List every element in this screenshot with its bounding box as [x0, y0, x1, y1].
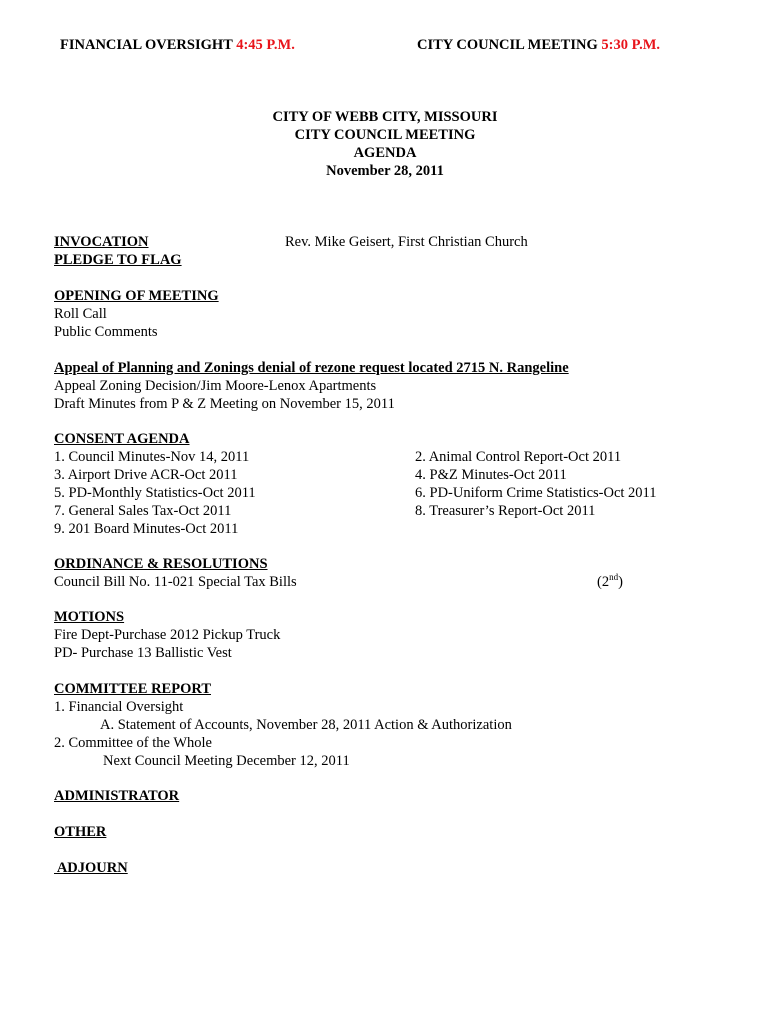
council-bill: Council Bill No. 11-021 Special Tax Bills: [54, 574, 297, 590]
appeal-heading: Appeal of Planning and Zonings denial of rezone request located 2715 N. Rangeline: [54, 360, 569, 376]
consent-item: 8. Treasurer’s Report-Oct 2011: [415, 503, 596, 519]
list-item: Draft Minutes from P & Z Meeting on November 15, 2011: [54, 396, 395, 412]
reading-sup: nd: [609, 572, 619, 583]
adjourn-heading: ADJOURN: [54, 860, 128, 876]
list-item: 1. Financial Oversight: [54, 699, 184, 715]
list-item: Fire Dept-Purchase 2012 Pickup Truck: [54, 627, 281, 643]
consent-item: 5. PD-Monthly Statistics-Oct 2011: [54, 485, 256, 501]
financial-oversight-time: 4:45 P.M.: [236, 37, 295, 53]
other-heading: OTHER: [54, 824, 107, 840]
consent-item: 6. PD-Uniform Crime Statistics-Oct 2011: [415, 485, 657, 501]
council-meeting-header: [417, 36, 660, 54]
reading-indicator: [597, 573, 623, 591]
invocation-heading: INVOCATION: [54, 234, 149, 250]
reading-close: ): [618, 574, 623, 590]
consent-heading: CONSENT AGENDA: [54, 431, 190, 447]
council-meeting-label: CITY COUNCIL MEETING: [417, 37, 602, 53]
list-item: Appeal Zoning Decision/Jim Moore-Lenox Apartments: [54, 378, 377, 394]
list-item: 2. Committee of the Whole: [54, 735, 212, 751]
agenda-title: AGENDA: [353, 145, 417, 161]
list-item: A. Statement of Accounts, November 28, 2011 Action & Authorization: [100, 717, 512, 733]
list-item: Public Comments: [54, 324, 158, 340]
consent-item: 9. 201 Board Minutes-Oct 2011: [54, 521, 239, 537]
city-title: CITY OF WEBB CITY, MISSOURI: [272, 109, 498, 125]
consent-item: 7. General Sales Tax-Oct 2011: [54, 503, 232, 519]
administrator-heading: ADMINISTRATOR: [54, 788, 180, 804]
reading-open: (2: [597, 574, 610, 590]
consent-item: 2. Animal Control Report-Oct 2011: [415, 449, 622, 465]
consent-item: 3. Airport Drive ACR-Oct 2011: [54, 467, 238, 483]
ordinance-heading: ORDINANCE & RESOLUTIONS: [54, 556, 268, 572]
invocation-speaker: Rev. Mike Geisert, First Christian Church: [285, 234, 528, 250]
meeting-title: CITY COUNCIL MEETING: [294, 127, 476, 143]
financial-oversight-header: [60, 36, 295, 54]
council-meeting-time: 5:30 P.M.: [601, 37, 661, 53]
meeting-date: November 28, 2011: [326, 163, 444, 179]
consent-item: 1. Council Minutes-Nov 14, 2011: [54, 449, 250, 465]
list-item: PD- Purchase 13 Ballistic Vest: [54, 645, 232, 661]
consent-item: 4. P&Z Minutes-Oct 2011: [415, 467, 567, 483]
committee-heading: COMMITTEE REPORT: [54, 681, 211, 697]
list-item: Roll Call: [54, 306, 107, 322]
motions-heading: MOTIONS: [54, 609, 125, 625]
opening-heading: OPENING OF MEETING: [54, 288, 219, 304]
pledge-heading: PLEDGE TO FLAG: [54, 252, 182, 268]
financial-oversight-label: FINANCIAL OVERSIGHT: [60, 37, 237, 53]
list-item: Next Council Meeting December 12, 2011: [103, 753, 350, 769]
